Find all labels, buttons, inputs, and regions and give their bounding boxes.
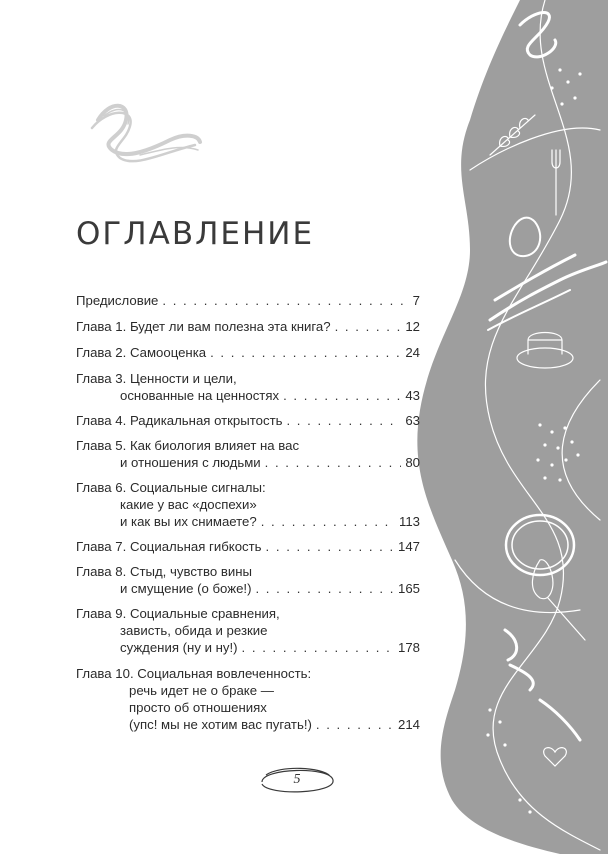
toc-page-number: 43 (405, 388, 420, 403)
toc-entry (76, 665, 420, 733)
toc-page-number: 24 (405, 345, 420, 360)
toc-entry (76, 437, 420, 471)
toc-entry (76, 563, 420, 597)
toc-page-number: 63 (405, 413, 420, 428)
dot-leader (242, 639, 394, 656)
dot-leader (286, 412, 401, 429)
toc-entry (76, 370, 420, 404)
toc-entry-line: Глава 9. Социальные сравнения, (76, 606, 280, 621)
toc-page-number: 113 (398, 514, 420, 529)
toc-entry-line: основанные на ценностях (120, 388, 280, 403)
table-of-contents (76, 292, 420, 733)
toc-entry-line: и смущение (о боже!) (120, 581, 252, 596)
toc-entry (76, 538, 420, 555)
toc-entry-line: какие у вас «доспехи» (120, 497, 257, 512)
toc-page-number: 147 (397, 539, 420, 554)
toc-entry-line: и отношения с людьми (120, 455, 261, 470)
toc-page-number: 7 (412, 293, 420, 308)
toc-page-number: 214 (397, 717, 420, 732)
toc-entry (76, 344, 420, 361)
toc-page-number: 80 (405, 455, 420, 470)
toc-entry-line: Глава 7. Социальная гибкость (76, 539, 262, 554)
toc-entry-line: Глава 4. Радикальная открытость (76, 413, 283, 428)
dot-leader (335, 318, 402, 335)
toc-entry-line: Глава 5. Как биология влияет на вас (76, 438, 300, 453)
dot-leader (265, 454, 402, 471)
toc-entry-line: Глава 2. Самооценка (76, 345, 207, 360)
page-title: ОГЛАВЛЕНИЕ (76, 216, 315, 252)
toc-entry-line: (упс! мы не хотим вас пугать!) (129, 717, 312, 732)
toc-page-number: 165 (397, 581, 420, 596)
toc-entry-line: Глава 10. Социальная вовлеченность: (76, 666, 312, 681)
toc-entry-line: зависть, обида и резкие (120, 623, 268, 638)
toc-entry-line: Глава 6. Социальные сигналы: (76, 480, 266, 495)
dot-leader (266, 538, 394, 555)
toc-entry (76, 292, 420, 309)
toc-entry-line: Глава 1. Будет ли вам полезна эта книга? (76, 319, 331, 334)
toc-entry-line: Глава 3. Ценности и цели, (76, 371, 237, 386)
page-number: 5 (293, 772, 301, 787)
toc-entry (76, 412, 420, 429)
toc-entry (76, 318, 420, 335)
toc-page-number: 12 (405, 319, 420, 334)
dot-leader (210, 344, 401, 361)
toc-entry-line: суждения (ну и ну!) (120, 640, 238, 655)
toc-entry-line: речь идет не о браке — (129, 683, 274, 698)
dot-leader (316, 716, 394, 733)
toc-entry (76, 479, 420, 530)
toc-entry-line: просто об отношениях (129, 700, 267, 715)
toc-entry-line: Предисловие (76, 293, 159, 308)
toc-page-number: 178 (397, 640, 420, 655)
toc-entry-line: Глава 8. Стыд, чувство вины (76, 564, 252, 579)
toc-entry-line: и как вы их снимаете? (120, 514, 257, 529)
toc-entry (76, 605, 420, 656)
dot-leader (261, 513, 395, 530)
dot-leader (255, 580, 394, 597)
dot-leader (283, 387, 401, 404)
dot-leader (162, 292, 408, 309)
